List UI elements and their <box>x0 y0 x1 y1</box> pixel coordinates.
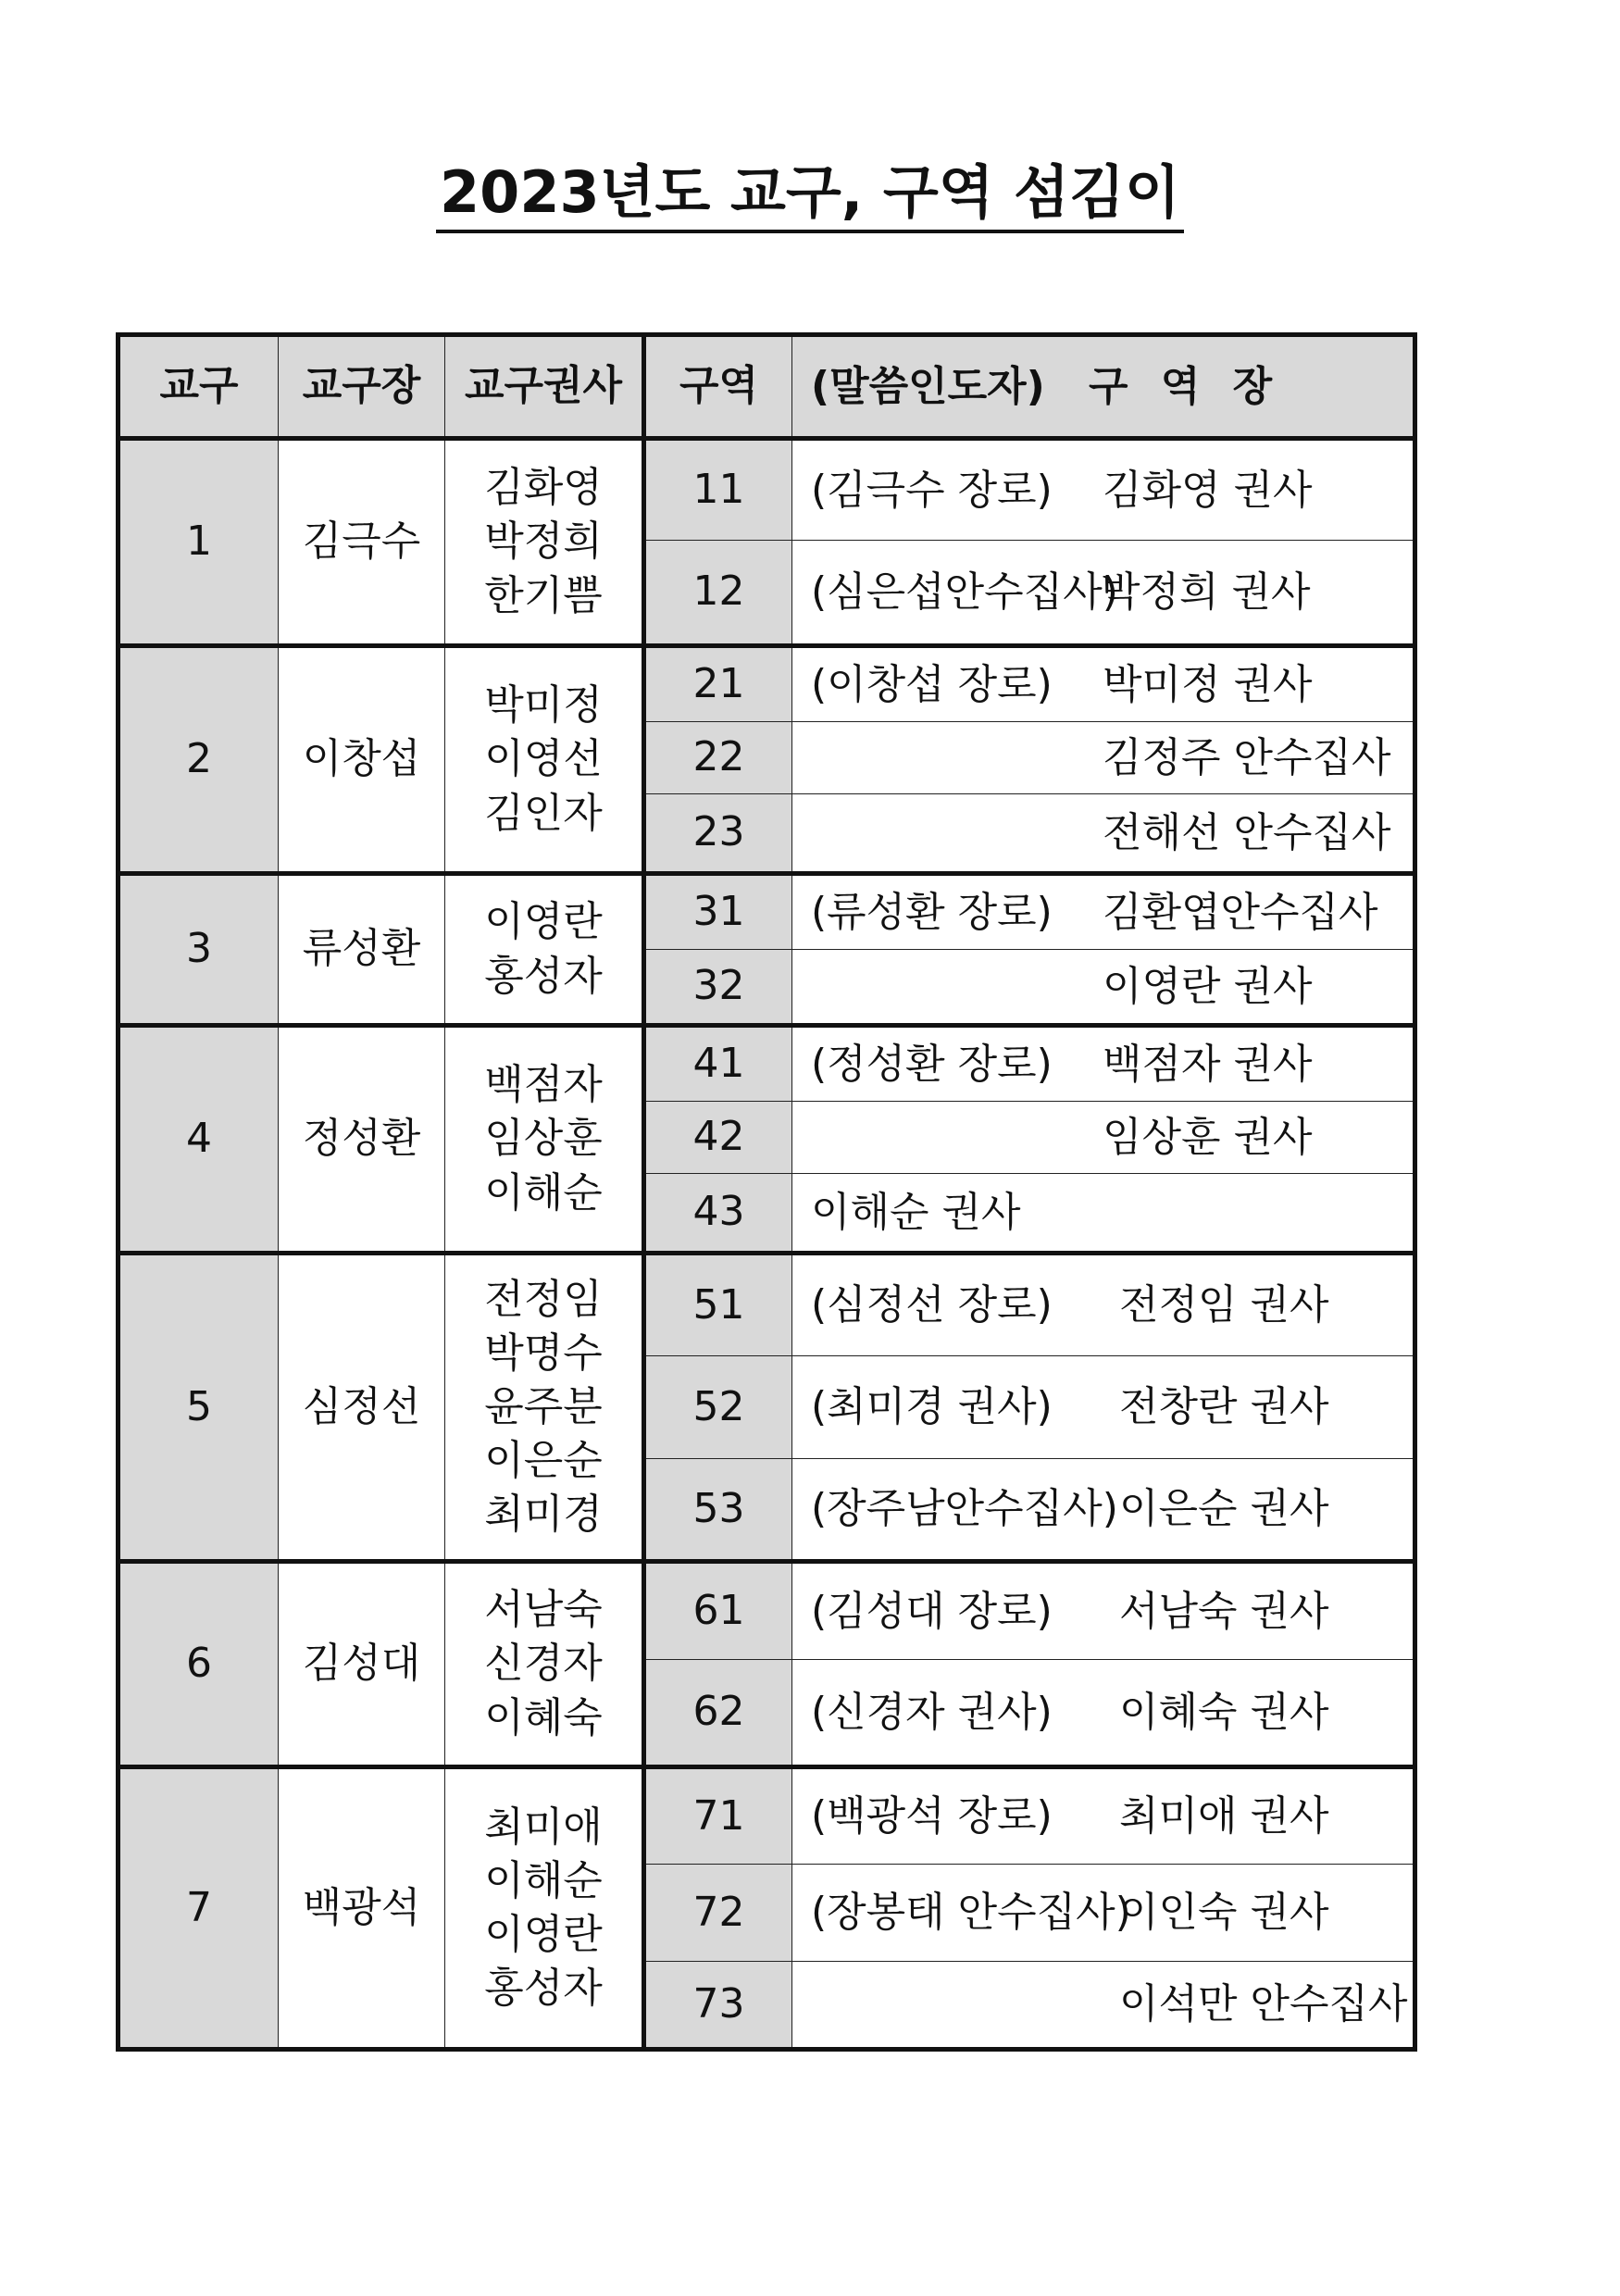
zone-guide: (심정선 장로) <box>811 1280 1053 1329</box>
zone-leader: 박미정 권사 <box>1103 660 1313 708</box>
table-row <box>118 1562 1415 1660</box>
zone-leader: 전창란 권사 <box>1119 1382 1329 1430</box>
zone-guide: (최미경 권사) <box>811 1382 1053 1430</box>
table-row <box>118 646 1415 722</box>
page-title-text: 2023년도 교구, 구역 섬김이 <box>436 158 1184 233</box>
district-leader: 심정선 <box>279 1254 445 1562</box>
zone-description <box>792 722 1415 794</box>
zone-number: 62 <box>644 1660 792 1767</box>
zone-guide: (백광석 장로) <box>811 1791 1053 1840</box>
zone-leader: 서남숙 권사 <box>1119 1587 1329 1635</box>
zone-number: 42 <box>644 1102 792 1174</box>
zone-guide: (이창섭 장로) <box>811 660 1053 708</box>
header-zone: 구역 <box>644 335 792 439</box>
district-leader: 정성환 <box>279 1026 445 1254</box>
zone-leader: 김환엽안수집사 <box>1103 888 1378 936</box>
district-leader: 이창섭 <box>279 646 445 874</box>
district-roster-table <box>116 332 1417 2052</box>
zone-number: 43 <box>644 1174 792 1254</box>
deacon-name: 이은순 <box>484 1437 603 1485</box>
page-title <box>0 156 1620 230</box>
zone-leader: 이영란 권사 <box>1103 962 1313 1010</box>
deacon-name: 김화영 <box>484 464 603 512</box>
deacon-name: 홍성자 <box>484 952 603 1000</box>
zone-leader: 이인숙 권사 <box>1119 1888 1329 1936</box>
district-number: 5 <box>118 1254 279 1562</box>
deacon-name: 전정임 <box>484 1275 603 1323</box>
zone-description <box>792 541 1415 646</box>
zone-description <box>792 950 1415 1026</box>
deacon-name: 서남숙 <box>484 1586 603 1634</box>
zone-leader: 최미애 권사 <box>1119 1791 1329 1840</box>
zone-leader: 이혜숙 권사 <box>1119 1688 1329 1736</box>
table-row <box>118 1026 1415 1102</box>
deacon-name: 이영선 <box>484 735 603 783</box>
district-number: 6 <box>118 1562 279 1767</box>
zone-guide: (김극수 장로) <box>811 466 1053 514</box>
district-deacons <box>445 1254 644 1562</box>
zone-number: 71 <box>644 1767 792 1865</box>
district-deacons <box>445 1767 644 2050</box>
deacon-name: 홍성자 <box>484 1965 603 2013</box>
zone-leader: 박정희 권사 <box>1101 568 1311 616</box>
zone-leader: 백점자 권사 <box>1103 1040 1313 1088</box>
district-deacons <box>445 1562 644 1767</box>
table-row <box>118 874 1415 950</box>
zone-leader: 임상훈 권사 <box>1103 1113 1313 1161</box>
zone-number: 23 <box>644 794 792 874</box>
zone-guide: (심은섭안수집사) <box>811 568 1118 616</box>
deacon-name: 신경자 <box>484 1640 603 1688</box>
zone-leader: 전해선 안수집사 <box>1103 808 1391 856</box>
zone-number: 51 <box>644 1254 792 1356</box>
zone-description <box>792 1254 1415 1356</box>
zone-leader: 이은순 권사 <box>1119 1484 1329 1532</box>
district-deacons <box>445 646 644 874</box>
district-number: 4 <box>118 1026 279 1254</box>
deacon-name: 이영란 <box>484 898 603 946</box>
district-deacons <box>445 439 644 646</box>
table-row <box>118 1254 1415 1356</box>
district-leader: 백광석 <box>279 1767 445 2050</box>
zone-leader: 전정임 권사 <box>1119 1280 1329 1329</box>
zone-number: 12 <box>644 541 792 646</box>
zone-guide: (김성대 장로) <box>811 1587 1053 1635</box>
table-row <box>118 1767 1415 1865</box>
deacon-name: 백점자 <box>484 1061 603 1109</box>
zone-description <box>792 1356 1415 1459</box>
zone-number: 21 <box>644 646 792 722</box>
zone-number: 31 <box>644 874 792 950</box>
deacon-name: 박정희 <box>484 518 603 566</box>
zone-description <box>792 1865 1415 1962</box>
zone-description <box>792 1459 1415 1562</box>
district-number: 1 <box>118 439 279 646</box>
zone-description <box>792 1102 1415 1174</box>
header-zone-description <box>792 335 1415 439</box>
zone-leader: 김화영 권사 <box>1103 466 1313 514</box>
district-leader: 김극수 <box>279 439 445 646</box>
zone-number: 11 <box>644 439 792 541</box>
zone-number: 22 <box>644 722 792 794</box>
deacon-name: 박명수 <box>484 1329 603 1377</box>
header-zone-leader: 구 역 장 <box>1089 362 1282 410</box>
deacon-name: 이해순 <box>484 1168 603 1217</box>
deacon-name: 한기쁨 <box>484 571 603 619</box>
zone-guide: 이해순 권사 <box>811 1188 1021 1236</box>
zone-guide: (류성환 장로) <box>811 888 1053 936</box>
zone-number: 72 <box>644 1865 792 1962</box>
zone-number: 53 <box>644 1459 792 1562</box>
zone-description <box>792 1562 1415 1660</box>
zone-description <box>792 1660 1415 1767</box>
district-leader: 류성환 <box>279 874 445 1026</box>
district-number: 7 <box>118 1767 279 2050</box>
zone-description <box>792 1767 1415 1865</box>
zone-number: 73 <box>644 1962 792 2050</box>
zone-number: 52 <box>644 1356 792 1459</box>
zone-number: 61 <box>644 1562 792 1660</box>
zone-number: 41 <box>644 1026 792 1102</box>
zone-guide: (장주남안수집사) <box>811 1484 1118 1532</box>
zone-guide: (신경자 권사) <box>811 1688 1053 1736</box>
deacon-name: 임상훈 <box>484 1115 603 1163</box>
table-header-row <box>118 335 1415 439</box>
zone-leader: 김정주 안수집사 <box>1103 733 1391 781</box>
header-district: 교구 <box>118 335 279 439</box>
zone-description <box>792 794 1415 874</box>
zone-description <box>792 1962 1415 2050</box>
zone-description <box>792 1026 1415 1102</box>
deacon-name: 김인자 <box>484 789 603 837</box>
deacon-name: 윤주분 <box>484 1382 603 1430</box>
zone-guide: (정성환 장로) <box>811 1040 1053 1088</box>
deacon-name: 이혜숙 <box>484 1693 603 1741</box>
zone-description <box>792 646 1415 722</box>
district-deacons <box>445 874 644 1026</box>
zone-description <box>792 874 1415 950</box>
deacon-name: 이영란 <box>484 1911 603 1958</box>
deacon-name: 최미애 <box>484 1803 603 1851</box>
district-number: 2 <box>118 646 279 874</box>
district-number: 3 <box>118 874 279 1026</box>
zone-description <box>792 439 1415 541</box>
zone-description <box>792 1174 1415 1254</box>
zone-leader: 이석만 안수집사 <box>1119 1979 1408 2028</box>
table-row <box>118 439 1415 541</box>
header-district-leader: 교구장 <box>279 335 445 439</box>
deacon-name: 최미경 <box>484 1491 603 1539</box>
header-guide: (말씀인도자) <box>811 362 1045 410</box>
table-body <box>118 439 1415 2050</box>
district-leader: 김성대 <box>279 1562 445 1767</box>
zone-number: 32 <box>644 950 792 1026</box>
district-deacons <box>445 1026 644 1254</box>
header-district-deacons: 교구권사 <box>445 335 644 439</box>
zone-guide: (장봉태 안수집사) <box>811 1888 1131 1936</box>
deacon-name: 박미정 <box>484 681 603 730</box>
deacon-name: 이해순 <box>484 1856 603 1904</box>
